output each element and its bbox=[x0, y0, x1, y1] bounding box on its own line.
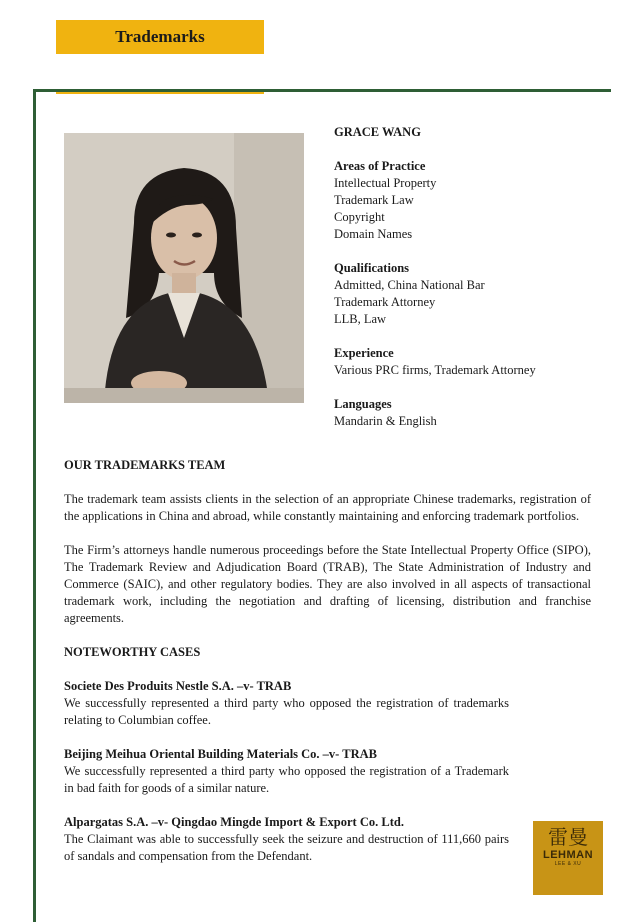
horizontal-divider bbox=[33, 89, 611, 92]
list-item: Trademark Law bbox=[334, 193, 414, 207]
team-heading: OUR TRADEMARKS TEAM bbox=[64, 458, 226, 472]
section-heading: Areas of Practice bbox=[334, 159, 426, 173]
case-text: The Claimant was able to successfully seek the seizure and destruction of 111,660 pairs of sandals and compensation from the Defendant. bbox=[64, 832, 509, 863]
main-content bbox=[64, 457, 594, 882]
languages bbox=[334, 396, 624, 430]
profile-photo bbox=[64, 133, 304, 403]
case-title: Alpargatas S.A. –v- Qingdao Mingde Import & Export Co. Ltd. bbox=[64, 815, 404, 829]
list-item: Mandarin & English bbox=[334, 414, 437, 428]
team-paragraph: The trademark team assists clients in the selection of an appropriate Chinese trademarks, registration of the applications in China and abroad, while constantly maintaining and enforcing trademark portfolios. bbox=[64, 492, 591, 523]
list-item: Admitted, China National Bar bbox=[334, 278, 485, 292]
case-title: Societe Des Produits Nestle S.A. –v- TRAB bbox=[64, 679, 292, 693]
firm-logo bbox=[533, 821, 603, 895]
case-title: Beijing Meihua Oriental Building Materials Co. –v- TRAB bbox=[64, 747, 377, 761]
list-item: Intellectual Property bbox=[334, 176, 437, 190]
qualifications bbox=[334, 260, 624, 328]
list-item: Various PRC firms, Trademark Attorney bbox=[334, 363, 536, 377]
experience bbox=[334, 345, 624, 379]
list-item: Domain Names bbox=[334, 227, 413, 241]
case-text: We successfully represented a third party who opposed the registration of a Trademark in bad faith for goods of a similar nature. bbox=[64, 764, 509, 795]
section-heading: Languages bbox=[334, 397, 392, 411]
case-text: We successfully represented a third party who opposed the registration of trademarks relating to Columbian coffee. bbox=[64, 696, 509, 727]
section-heading: Qualifications bbox=[334, 261, 410, 275]
vertical-divider bbox=[33, 89, 36, 922]
logo-glyphs: 雷曼 bbox=[548, 825, 588, 849]
cases-heading: NOTEWORTHY CASES bbox=[64, 645, 201, 659]
section-tab: Trademarks bbox=[56, 20, 264, 54]
list-item: LLB, Law bbox=[334, 312, 387, 326]
case-item bbox=[64, 678, 509, 729]
list-item: Copyright bbox=[334, 210, 385, 224]
areas-of-practice bbox=[334, 158, 624, 243]
team-paragraph: The Firm’s attorneys handle numerous proceedings before the State Intellectual Property Office (SIPO), The Trademark Review and Adjudication Board (TRAB), The State Administration of Industry and Commerce (SAIC), and other regulatory bodies. They are also involved in all aspects of transactional trademark work, including the negotiation and drafting of licensing, distribution and franchise agreements. bbox=[64, 543, 591, 625]
logo-name: LEHMAN bbox=[542, 849, 594, 861]
case-item bbox=[64, 814, 509, 865]
section-heading: Experience bbox=[334, 346, 394, 360]
logo-subtitle: LEE & XU bbox=[554, 861, 582, 867]
profile-info bbox=[334, 124, 624, 447]
profile-name: GRACE WANG bbox=[334, 125, 421, 139]
list-item: Trademark Attorney bbox=[334, 295, 436, 309]
case-item bbox=[64, 746, 509, 797]
